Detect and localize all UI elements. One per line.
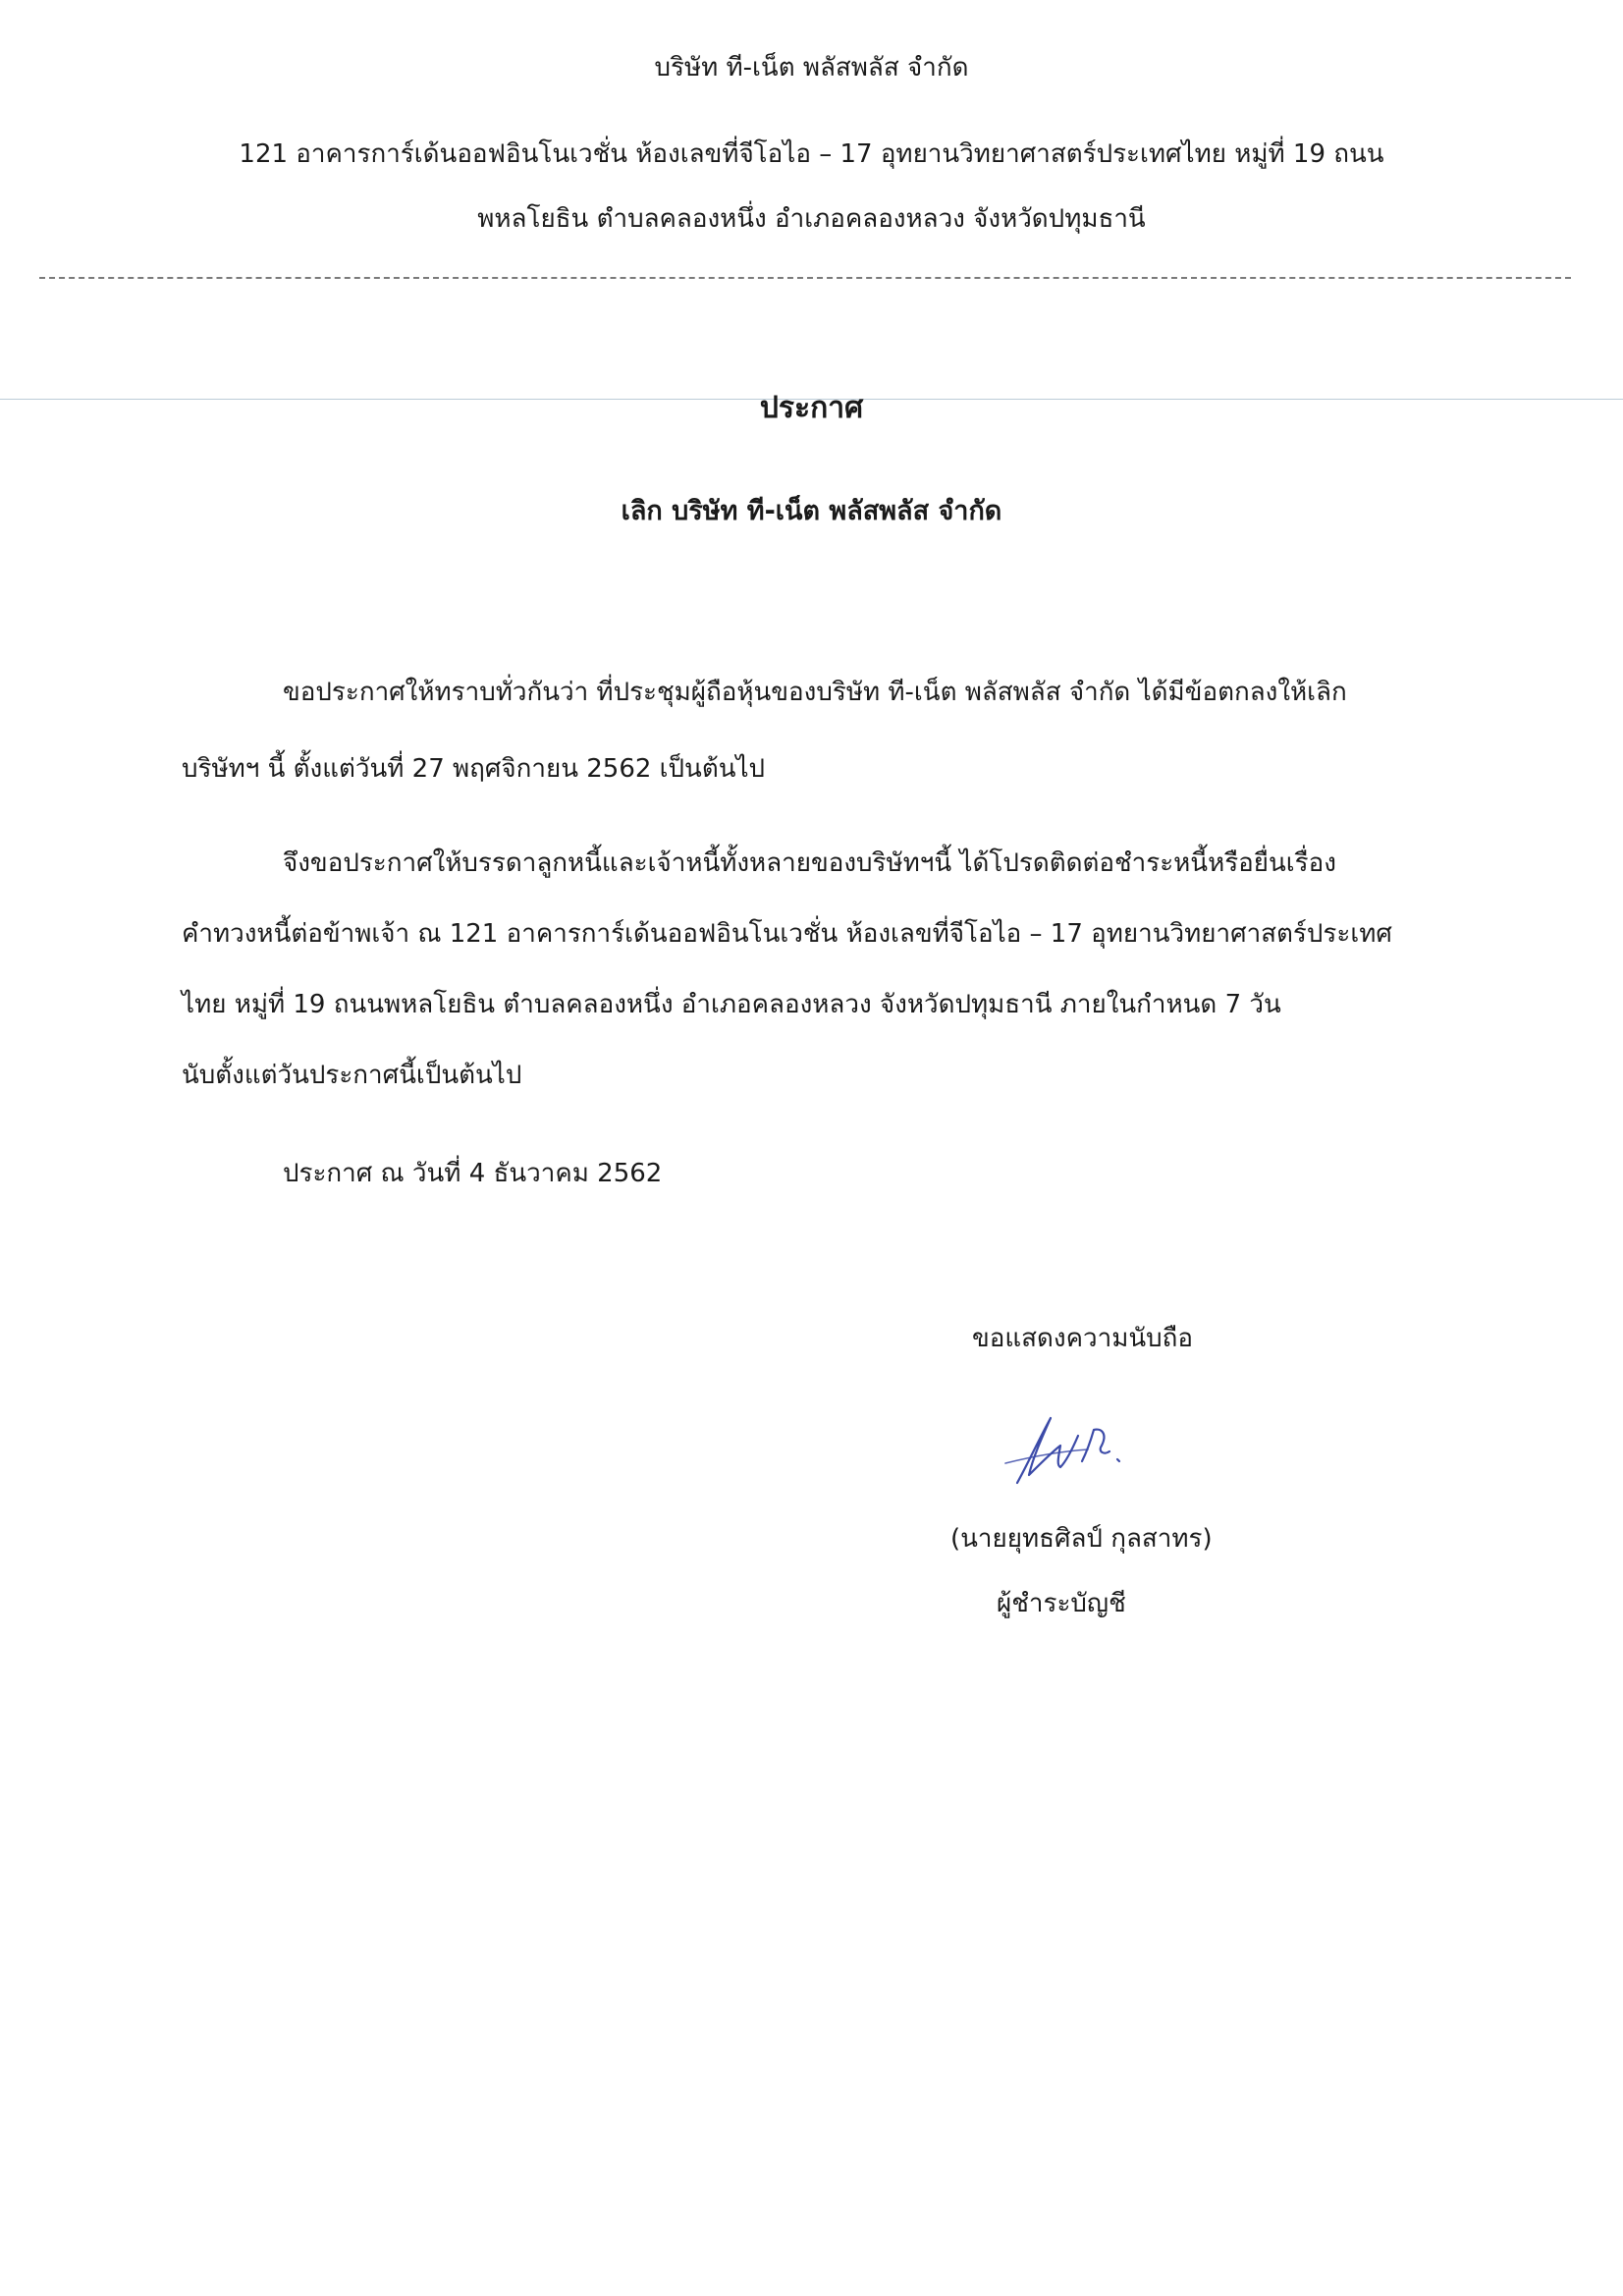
signer-name: (นายยุทธศิลป์ กุลสาทร) bbox=[950, 1524, 1213, 1554]
closing-phrase: ขอแสดงความนับถือ bbox=[972, 1324, 1193, 1353]
header-company-name: บริษัท ที-เน็ต พลัสพลัส จำกัด bbox=[654, 53, 969, 82]
signer-title: ผู้ชำระบัญชี bbox=[997, 1589, 1126, 1618]
paragraph-2-line-2: คำทวงหนี้ต่อข้าพเจ้า ณ 121 อาคารการ์เด้นออฟอินโนเวชั่น ห้องเลขที่จีโอไอ – 17 อุทยานวิทยาศาสตร์ประเทศ bbox=[182, 919, 1392, 949]
announcement-subtitle: เลิก บริษัท ที-เน็ต พลัสพลัส จำกัด bbox=[621, 496, 1002, 526]
header-address-line-1: 121 อาคารการ์เด้นออฟอินโนเวชั่น ห้องเลขที่จีโอไอ – 17 อุทยานวิทยาศาสตร์ประเทศไทย หมู่ที่ 19 ถนน bbox=[239, 139, 1384, 169]
paragraph-1-line-1: ขอประกาศให้ทราบทั่วกันว่า ที่ประชุมผู้ถือหุ้นของบริษัท ที-เน็ต พลัสพลัส จำกัด ได้มีข้อตกลงให้เลิก bbox=[283, 678, 1347, 707]
paragraph-2-line-1: จึงขอประกาศให้บรรดาลูกหนี้และเจ้าหนี้ทั้งหลายของบริษัทฯนี้ ได้โปรดติดต่อชำระหนี้หรือยื่นเรื่อง bbox=[283, 848, 1336, 878]
handwritten-signature bbox=[1000, 1406, 1137, 1491]
header-address-line-2: พหลโยธิน ตำบลคลองหนึ่ง อำเภอคลองหลวง จังหวัดปทุมธานี bbox=[477, 204, 1146, 234]
paragraph-2-line-4: นับตั้งแต่วันประกาศนี้เป็นต้นไป bbox=[182, 1061, 522, 1090]
announcement-date: ประกาศ ณ วันที่ 4 ธันวาคม 2562 bbox=[283, 1159, 663, 1188]
paragraph-2-line-3: ไทย หมู่ที่ 19 ถนนพหลโยธิน ตำบลคลองหนึ่ง อำเภอคลองหลวง จังหวัดปทุมธานี ภายในกำหนด 7 วัน bbox=[182, 990, 1281, 1019]
paragraph-1-line-2: บริษัทฯ นี้ ตั้งแต่วันที่ 27 พฤศจิกายน 2562 เป็นต้นไป bbox=[182, 754, 766, 784]
announcement-title: ประกาศ bbox=[759, 391, 864, 425]
header-divider bbox=[39, 277, 1571, 279]
